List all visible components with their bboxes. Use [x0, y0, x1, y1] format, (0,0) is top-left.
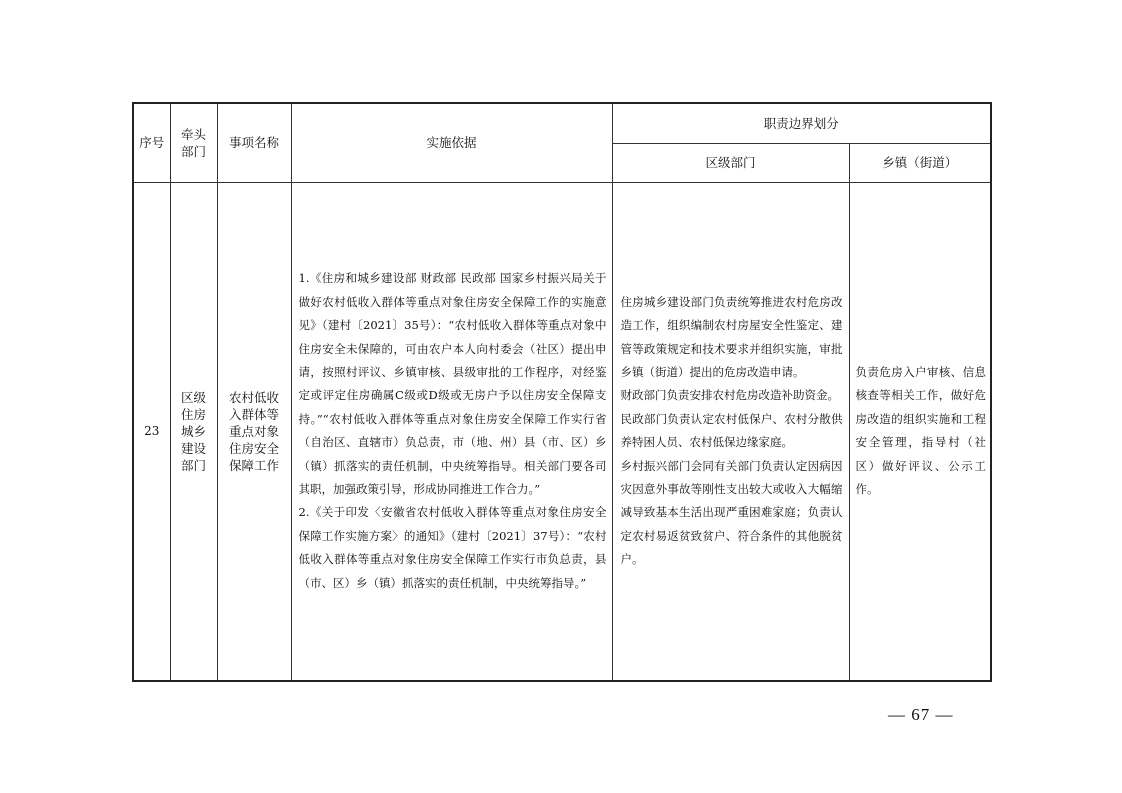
- cell-lead-dept: 区级 住房 城乡 建设 部门: [170, 182, 217, 681]
- page-number: — 67 —: [888, 705, 954, 724]
- cell-seq: 23: [133, 182, 170, 681]
- basis-paragraph-2: 2.《关于印发〈安徽省农村低收入群体等重点对象住房安全保障工作实施方案〉的通知》（建村〔2021〕37号）：“农村低收入群体等重点对象住房安全保障工作实行市负总责，县（市、区）乡（镇）抓落实的责任机制，中央统筹指导。”: [298, 505, 607, 590]
- cell-town: 负责危房入户审核、信息核查等相关工作，做好危房改造的组织实施和工程安全管理，指导村（社区）做好评议、公示工作。: [849, 182, 991, 681]
- header-item-name: 事项名称: [217, 103, 291, 182]
- cell-district: [612, 182, 849, 681]
- header-lead-dept: 牵头部门: [170, 103, 217, 182]
- cell-item-name: 农村低收入群体等重点对象住房安全保障工作: [217, 182, 291, 681]
- header-town: 乡镇（街道）: [849, 143, 991, 182]
- district-paragraph-1: 住房城乡建设部门负责统筹推进农村危房改造工作，组织编制农村房屋安全性鉴定、建管等政策规定和技术要求并组织实施，审批乡镇（街道）提出的危房改造申请。: [620, 294, 843, 380]
- header-seq: 序号: [133, 103, 170, 182]
- header-district: 区级部门: [612, 143, 849, 182]
- table-row: [133, 182, 991, 681]
- responsibility-table: [132, 102, 992, 682]
- district-paragraph-2: 财政部门负责安排农村危房改造补助资金。: [620, 388, 839, 403]
- header-responsibility: 职责边界划分: [612, 103, 991, 143]
- district-paragraph-4: 乡村振兴部门会同有关部门负责认定因病因灾因意外事故等刚性支出较大或收入大幅缩减导致基本生活出现严重困难家庭；负责认定农村易返贫致贫户、符合条件的其他脱贫户。: [620, 458, 843, 567]
- district-paragraph-3: 民政部门负责认定农村低保户、农村分散供养特困人员、农村低保边缘家庭。: [620, 411, 843, 450]
- basis-paragraph-1: 1.《住房和城乡建设部 财政部 民政部 国家乡村振兴局关于做好农村低收入群体等重点对象住房安全保障工作的实施意见》（建村〔2021〕35号）：“农村低收入群体等重点对象中住房安全未保障的，可由农户本人向村委会（社区）提出申请，按照村评议、乡镇审核、县级审批的工作程序，对经鉴定或评定住房确属C级或D级或无房户予以住房安全保障支持。”“农村低收入群体等重点对象住房安全保障工作实行省（自治区、直辖市）负总责，市（地、州）县（市、区）乡（镇）抓落实的责任机制，中央统筹指导。相关部门要各司其职，加强政策引导，形成协同推进工作合力。”: [298, 271, 607, 497]
- cell-basis: [291, 182, 612, 681]
- header-basis: 实施依据: [291, 103, 612, 182]
